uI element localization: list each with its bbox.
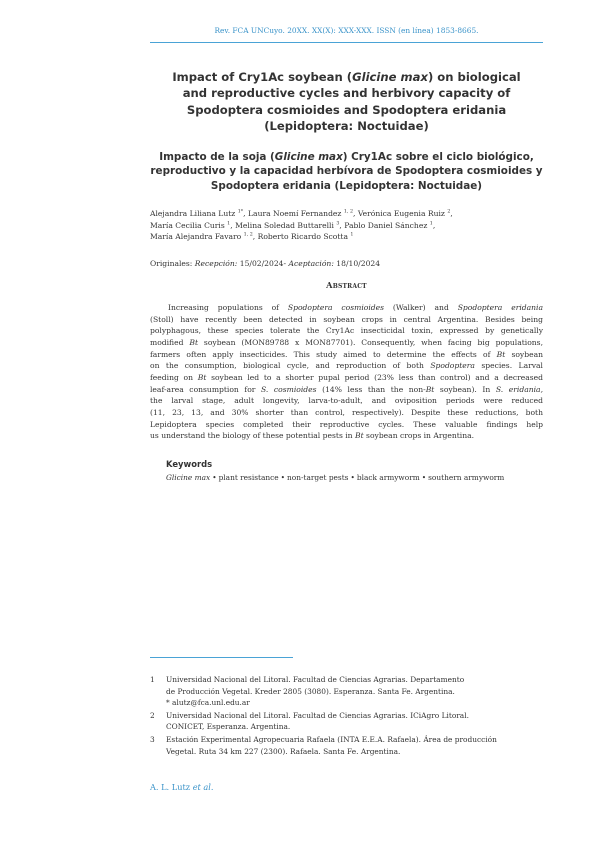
abstract-species: Spodoptera cosmioides <box>287 303 385 312</box>
abstract-text: soybean). In <box>434 384 496 394</box>
author-affiliation: 1* <box>237 209 244 215</box>
author-affiliation: 3 <box>336 221 340 227</box>
title-es-text: Impacto de la soja ( <box>159 151 275 163</box>
abstract-species: Spodoptera <box>430 361 475 371</box>
abstract-text: soybean crops in Argentina. <box>363 431 475 441</box>
abstract-line <box>150 349 543 361</box>
affiliation-footnotes <box>150 674 543 758</box>
title-es-line-1 <box>150 150 543 164</box>
abstract-species: S. eridania, <box>495 384 543 394</box>
footnote-number: 3 <box>150 734 155 744</box>
abstract-line <box>150 337 543 349</box>
keyword-separator: • <box>280 473 286 482</box>
abstract-text: (14% less than the non- <box>316 384 426 394</box>
abstract-term: Bt <box>197 372 207 382</box>
abstract-text: species. Larval <box>474 361 543 371</box>
footnote-line: de Producción Vegetal. Kreder 2805 (3080). Esperanza. Santa Fe. Argentina. <box>166 686 455 696</box>
abstract-body <box>150 302 543 442</box>
author-line-3: María Alejandra Favaro $^{1, 2}$, Roberto Ricardo Scotta $^1$ <box>150 232 354 242</box>
title-english <box>150 69 543 134</box>
author-list <box>150 208 543 243</box>
footnote-2 <box>150 710 543 733</box>
submission-dates <box>150 259 380 268</box>
abstract-text: farmers often apply insecticides. This study aimed to determine the effects of <box>150 349 497 359</box>
abstract-line: (Stoll) have recently been detected in soybean crops in central Argentina. Besides being <box>150 314 543 324</box>
abstract-term: Bt <box>355 431 364 441</box>
abstract-line <box>150 430 543 442</box>
abstract-line <box>150 360 543 372</box>
abstract-text: on the consumption, biological cycle, and reproduction of both <box>150 361 431 371</box>
keyword: Glicine max <box>166 473 211 482</box>
running-head: Rev. FCA UNCuyo. 20XX. XX(X): XXX-XXX. ISSN (en línea) 1853-8665. <box>214 26 479 35</box>
abstract-text: soybean (MON89788 x MON87701). Consequently, when facing big populations, <box>198 337 543 347</box>
received-label: Recepción: <box>194 259 238 268</box>
title-en-line-2: and reproductive cycles and herbivory capacity of <box>182 86 511 101</box>
footnote-number: 2 <box>150 710 155 720</box>
footnote-line: Estación Experimental Agropecuaria Rafaela (INTA E.E.A. Rafaela). Área de producción <box>166 734 497 744</box>
title-es-line-2: reproductivo y la capacidad herbívora de Spodoptera cosmioides y <box>150 165 543 178</box>
dates-prefix: Originales: <box>150 259 195 268</box>
title-es-line-3: Spodoptera eridania (Lepidoptera: Noctuidae) <box>210 179 483 192</box>
abstract-term: Bt <box>425 384 435 394</box>
accepted-label: Aceptación: <box>288 259 334 268</box>
abstract-text: leaf-area consumption for <box>150 384 261 394</box>
author-name: Melina Soledad Buttarelli <box>235 220 334 230</box>
author-affiliation: 1, 2 <box>343 209 354 215</box>
abstract-text: modified <box>150 337 190 347</box>
keywords-heading: Keywords <box>166 459 213 469</box>
author-name: Verónica Eugenia Ruiz <box>357 209 445 218</box>
author-name: María Alejandra Favaro <box>150 232 242 242</box>
title-en-line-1 <box>150 69 543 85</box>
footer-etal: et al. <box>192 782 214 792</box>
keyword: plant resistance <box>218 473 279 482</box>
title-spanish <box>150 150 543 193</box>
keywords-list <box>166 473 504 482</box>
author-name: María Cecilia Curis <box>150 220 225 230</box>
title-es-text: ) Cry1Ac sobre el ciclo biológico, <box>342 151 534 163</box>
author-affiliation: 1 <box>350 232 354 238</box>
footer-author <box>150 782 214 792</box>
author-line-1: Alejandra Liliana Lutz $^{1*}$, Laura Noemí Fernandez $^{1, 2}$, Verónica Eugenia Ruiz $^2$, <box>150 209 453 218</box>
accepted-date: 18/10/2024 <box>333 259 381 268</box>
abstract-line: polyphagous, these species tolerate the Cry1Ac insecticidal toxin, expressed by genetically <box>150 326 543 336</box>
abstract-line <box>150 302 543 314</box>
footnote-line: Universidad Nacional del Litoral. Facultad de Ciencias Agrarias. ICiAgro Litoral. <box>166 710 469 720</box>
abstract-line: the larval stage, adult longevity, larva-to-adult, and oviposition periods were reduced <box>150 396 543 406</box>
title-en-line-3: Spodoptera cosmioides and Spodoptera eridania <box>186 102 507 117</box>
abstract-text: (Walker) and <box>384 303 458 312</box>
abstract-term: Bt <box>189 337 199 347</box>
author-affiliation: 1 <box>227 221 231 227</box>
abstract-text: soybean <box>505 349 543 359</box>
title-en-text: Impact of Cry1Ac soybean ( <box>172 70 353 84</box>
abstract-species: Spodoptera eridania <box>457 303 544 312</box>
abstract-line: (11, 23, 13, and 30% shorter than control, respectively). Despite these reductions, both <box>150 407 543 417</box>
footnote-email[interactable]: * alutz@fca.unl.edu.ar <box>166 698 250 708</box>
abstract-species: S. cosmioides <box>261 384 317 394</box>
author-name: Pablo Daniel Sánchez <box>344 220 428 230</box>
author-affiliation: 1, 2 <box>243 232 253 238</box>
title-en-line-4: (Lepidoptera: Noctuidae) <box>264 118 429 133</box>
keyword: southern armyworm <box>428 473 505 482</box>
abstract-heading: Abstract <box>326 280 367 290</box>
footnote-rule <box>150 657 293 658</box>
abstract-text: feeding on <box>150 372 198 382</box>
footnote-line: Universidad Nacional del Litoral. Facultad de Ciencias Agrarias. Departamento <box>166 675 465 684</box>
keyword-separator: • <box>421 473 427 482</box>
abstract-line: Lepidoptera species completed their reproductive cycles. These valuable findings help <box>150 419 543 429</box>
footnote-line: CONICET, Esperanza. Argentina. <box>166 722 291 732</box>
abstract-text: us understand the biology of these potential pests in <box>150 431 355 441</box>
author-affiliation: 1 <box>429 221 433 227</box>
author-name: Laura Noemí Fernandez <box>248 209 342 218</box>
title-es-species: Glicine max <box>274 151 343 163</box>
abstract-term: Bt <box>496 349 506 359</box>
footnote-line: Vegetal. Ruta 34 km 227 (2300). Rafaela. Santa Fe. Argentina. <box>166 746 401 756</box>
footnote-3 <box>150 734 543 757</box>
footnote-number: 1 <box>150 675 155 684</box>
keyword-separator: • <box>350 473 355 482</box>
author-name: Alejandra Liliana Lutz <box>150 209 236 218</box>
abstract-line <box>150 384 543 396</box>
author-affiliation: 2 <box>447 209 451 215</box>
received-date: 15/02/2024- <box>237 259 289 268</box>
abstract-text: soybean led to a shorter pupal period (23% less than control) and a decreased <box>206 372 543 382</box>
author-line-2: María Cecilia Curis $^1$, Melina Soledad Buttarelli $^3$, Pablo Daniel Sánchez $^1$, <box>150 220 436 230</box>
title-en-text: ) on biological <box>427 70 521 84</box>
author-name: Roberto Ricardo Scotta <box>257 232 348 242</box>
abstract-text: Increasing populations of <box>168 303 288 312</box>
footer-author-name: A. L. Lutz <box>150 782 193 792</box>
keyword-separator: • <box>212 473 217 482</box>
footnote-1 <box>150 674 543 709</box>
abstract-line <box>150 372 543 384</box>
keyword: black armyworm <box>356 473 420 482</box>
title-en-species: Glicine max <box>352 70 428 84</box>
header-rule <box>150 42 543 43</box>
keyword: non-target pests <box>287 473 349 482</box>
